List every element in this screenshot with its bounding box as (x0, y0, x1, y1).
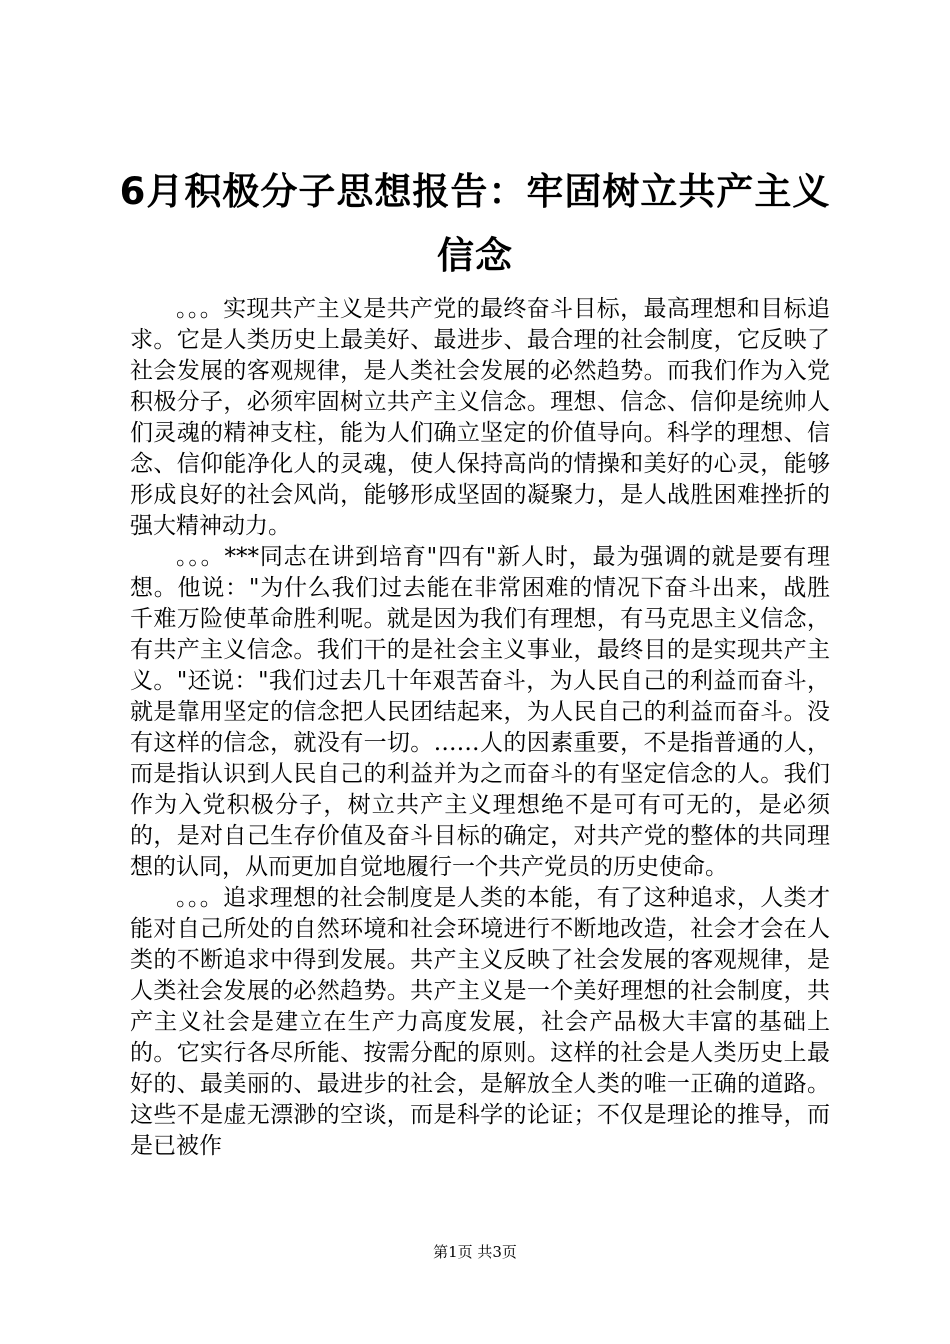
page-footer: 第1页 共3页 (433, 1243, 517, 1261)
paragraph: 。。。实现共产主义是共产党的最终奋斗目标，最高理想和目标追求。它是人类历史上最美好、最进步、最合理的社会制度，它反映了社会发展的客观规律，是人类社会发展的必然趋势。而我们作为入党积极分子，必须牢固树立共产主义信念。理想、信念、信仰是统帅人们灵魂的精神支柱，能为人们确立坚定的价值导向。科学的理想、信念、信仰能净化人的灵魂，使人保持高尚的情操和美好的心灵，能够形成良好的社会风尚，能够形成坚固的凝聚力，是人战胜困难挫折的强大精神动力。 (130, 296, 830, 539)
paragraph: 。。。***同志在讲到培育"四有"新人时，最为强调的就是要有理想。他说："为什么我们过去能在非常困难的情况下奋斗出来，战胜千难万险使革命胜利呢。就是因为我们有理想，有马克思主义信念，有共产主义信念。我们干的是社会主义事业，最终目的是实现共产主义。"还说："我们过去几十年艰苦奋斗，为人民自己的利益而奋斗，就是靠用坚定的信念把人民团结起来，为人民自己的利益而奋斗。没有这样的信念，就没有一切。……人的因素重要，不是指普通的人，而是指认识到人民自己的利益并为之而奋斗的有坚定信念的人。我们作为入党积极分子，树立共产主义理想绝不是可有可无的，是必须的，是对自己生存价值及奋斗目标的确定，对共产党的整体的共同理想的认同，从而更加自觉地履行一个共产党员的历史使命。 (130, 544, 830, 880)
document-body (130, 294, 830, 1162)
document-title: 6月积极分子思想报告：牢固树立共产主义信念 (119, 170, 831, 277)
paragraph: 。。。追求理想的社会制度是人类的本能，有了这种追求，人类才能对自己所处的自然环境和社会环境进行不断地改造，社会才会在人类的不断追求中得到发展。共产主义反映了社会发展的客观规律，是人类社会发展的必然趋势。共产主义是一个美好理想的社会制度，共产主义社会是建立在生产力高度发展，社会产品极大丰富的基础上的。它实行各尽所能、按需分配的原则。这样的社会是人类历史上最好的、最美丽的、最进步的社会，是解放全人类的唯一正确的道路。这些不是虚无漂渺的空谈，而是科学的论证；不仅是理论的推导，而是已被作 (130, 885, 830, 1159)
